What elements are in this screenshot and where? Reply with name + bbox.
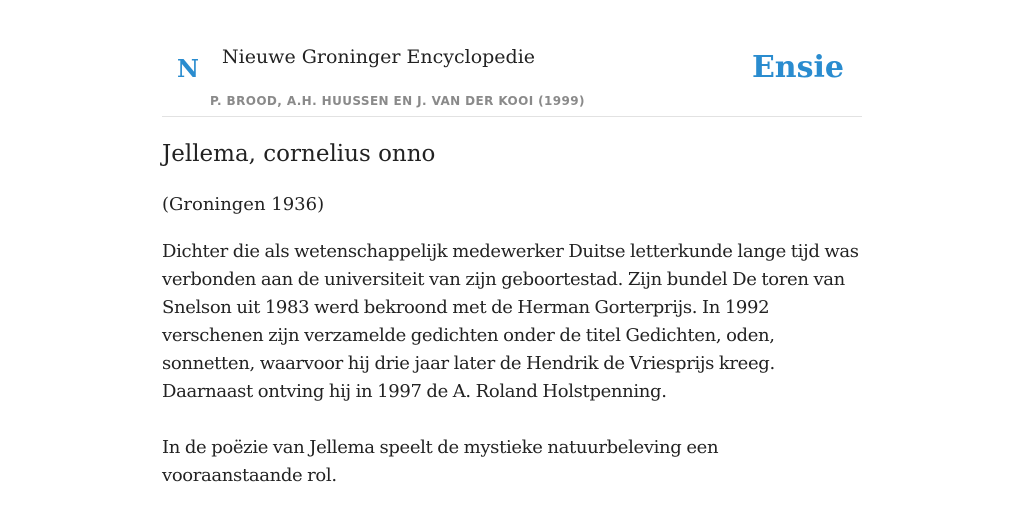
entry-subtitle: (Groningen 1936)	[162, 194, 325, 215]
entry-paragraph: Dichter die als wetenschappelijk medewerker Duitse letterkunde lange tijd was verbonden aan de universiteit van zijn geboortestad. Zijn bundel De toren van Snelson uit 1983 werd bekroond met de Herman Gorterprijs. In 1992 verschenen zijn verzamelde gedichten onder de titel Gedichten, oden, sonnetten, waarvoor hij drie jaar later de Hendrik de Vriesprijs kreeg. Daarnaast ontving hij in 1997 de A. Roland Holstpenning.	[162, 241, 859, 402]
encyclopedia-title[interactable]: Nieuwe Groninger Encyclopedie	[222, 46, 536, 68]
entry-paragraph: In de poëzie van Jellema speelt de mystieke natuurbeleving een vooraanstaande rol.	[162, 437, 719, 486]
entry-title: Jellema, cornelius onno	[162, 141, 436, 167]
ensie-logo[interactable]: Ensie	[751, 50, 844, 85]
entry-content	[162, 138, 862, 490]
encyclopedia-logo[interactable]: N	[177, 54, 199, 83]
encyclopedia-header	[162, 30, 862, 117]
encyclopedia-authors: P. BROOD, A.H. HUUSSEN EN J. VAN DER KOOI (1999)	[210, 94, 585, 108]
